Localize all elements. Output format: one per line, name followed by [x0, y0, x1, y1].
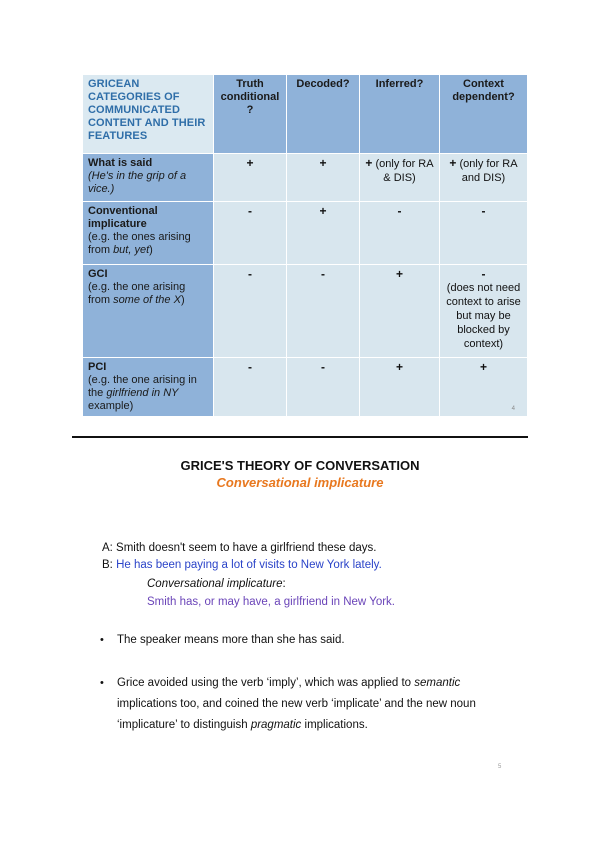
table-cell: + (only for RA & DIS) — [360, 154, 440, 202]
table-cell: + — [440, 358, 528, 417]
table-row — [83, 202, 528, 265]
column-header: Decoded? — [287, 75, 360, 154]
row-header-pci: PCI (e.g. the one arising in the girlfriend in NY example) — [83, 358, 214, 417]
column-header: Inferred? — [360, 75, 440, 154]
table-header-row — [83, 75, 528, 154]
column-header: Context dependent? — [440, 75, 528, 154]
slide-number: 4 — [511, 406, 515, 412]
table-cell: - (does not need context to arise but may be blocked by context) — [440, 265, 528, 358]
bullet-marker: • — [100, 634, 104, 646]
table-cell: + (only for RA and DIS) — [440, 154, 528, 202]
row-header-conventional-implicature: Conventional implicature (e.g. the ones arising from but, yet) — [83, 202, 214, 265]
row-title: PCI — [88, 361, 107, 373]
dialogue-line-a: A: Smith doesn't seem to have a girlfriend these days. — [102, 542, 377, 554]
table-slide — [82, 74, 527, 416]
table-cell: - — [440, 202, 528, 265]
gricean-categories-table — [82, 74, 528, 417]
row-title: GCI — [88, 268, 108, 280]
table-row — [83, 358, 528, 417]
row-header-what-is-said — [83, 154, 214, 202]
table-row — [83, 265, 528, 358]
table-cell: - — [287, 265, 360, 358]
slide-subtitle: Conversational implicature — [216, 475, 384, 490]
table-cell: - — [214, 358, 287, 417]
table-row — [83, 154, 528, 202]
table-cell: + — [360, 265, 440, 358]
table-cell: + — [360, 358, 440, 417]
bullet-text-1: The speaker means more than she has said. — [117, 634, 345, 646]
row-header-gci: GCI (e.g. the one arising from some of the X) — [83, 265, 214, 358]
table-cell: + — [214, 154, 287, 202]
table-cell: - — [287, 358, 360, 417]
table-cell: + — [287, 202, 360, 265]
bullet-text-2: Grice avoided using the verb ‘imply’, which was applied to semantic implications too, and coined the new verb ‘implicate’ and the new noun ‘implicature’ to distinguish pragmatic implications. — [117, 677, 476, 731]
implicature-text: Smith has, or may have, a girlfriend in New York. — [147, 596, 396, 608]
dialogue-line-b: B: He has been paying a lot of visits to New York lately. — [102, 559, 382, 571]
row-title: What is said — [88, 157, 153, 169]
slide-number: 5 — [498, 764, 502, 770]
row-example: (He's in the grip of a vice.) — [88, 170, 187, 195]
table-corner-heading: GRICEAN CATEGORIES OF COMMUNICATED CONTENT AND THEIR FEATURES — [83, 75, 214, 154]
slide-title: GRICE'S THEORY OF CONVERSATION — [180, 458, 420, 473]
column-header: Truth conditional ? — [214, 75, 287, 154]
bullet-marker: • — [100, 677, 104, 689]
table-cell: - — [214, 265, 287, 358]
table-cell: - — [360, 202, 440, 265]
table-cell: - — [214, 202, 287, 265]
implicature-label: Conversational implicature: — [147, 578, 286, 590]
page-divider — [72, 436, 528, 438]
table-cell: + — [287, 154, 360, 202]
row-title: Conventional implicature — [88, 205, 158, 230]
